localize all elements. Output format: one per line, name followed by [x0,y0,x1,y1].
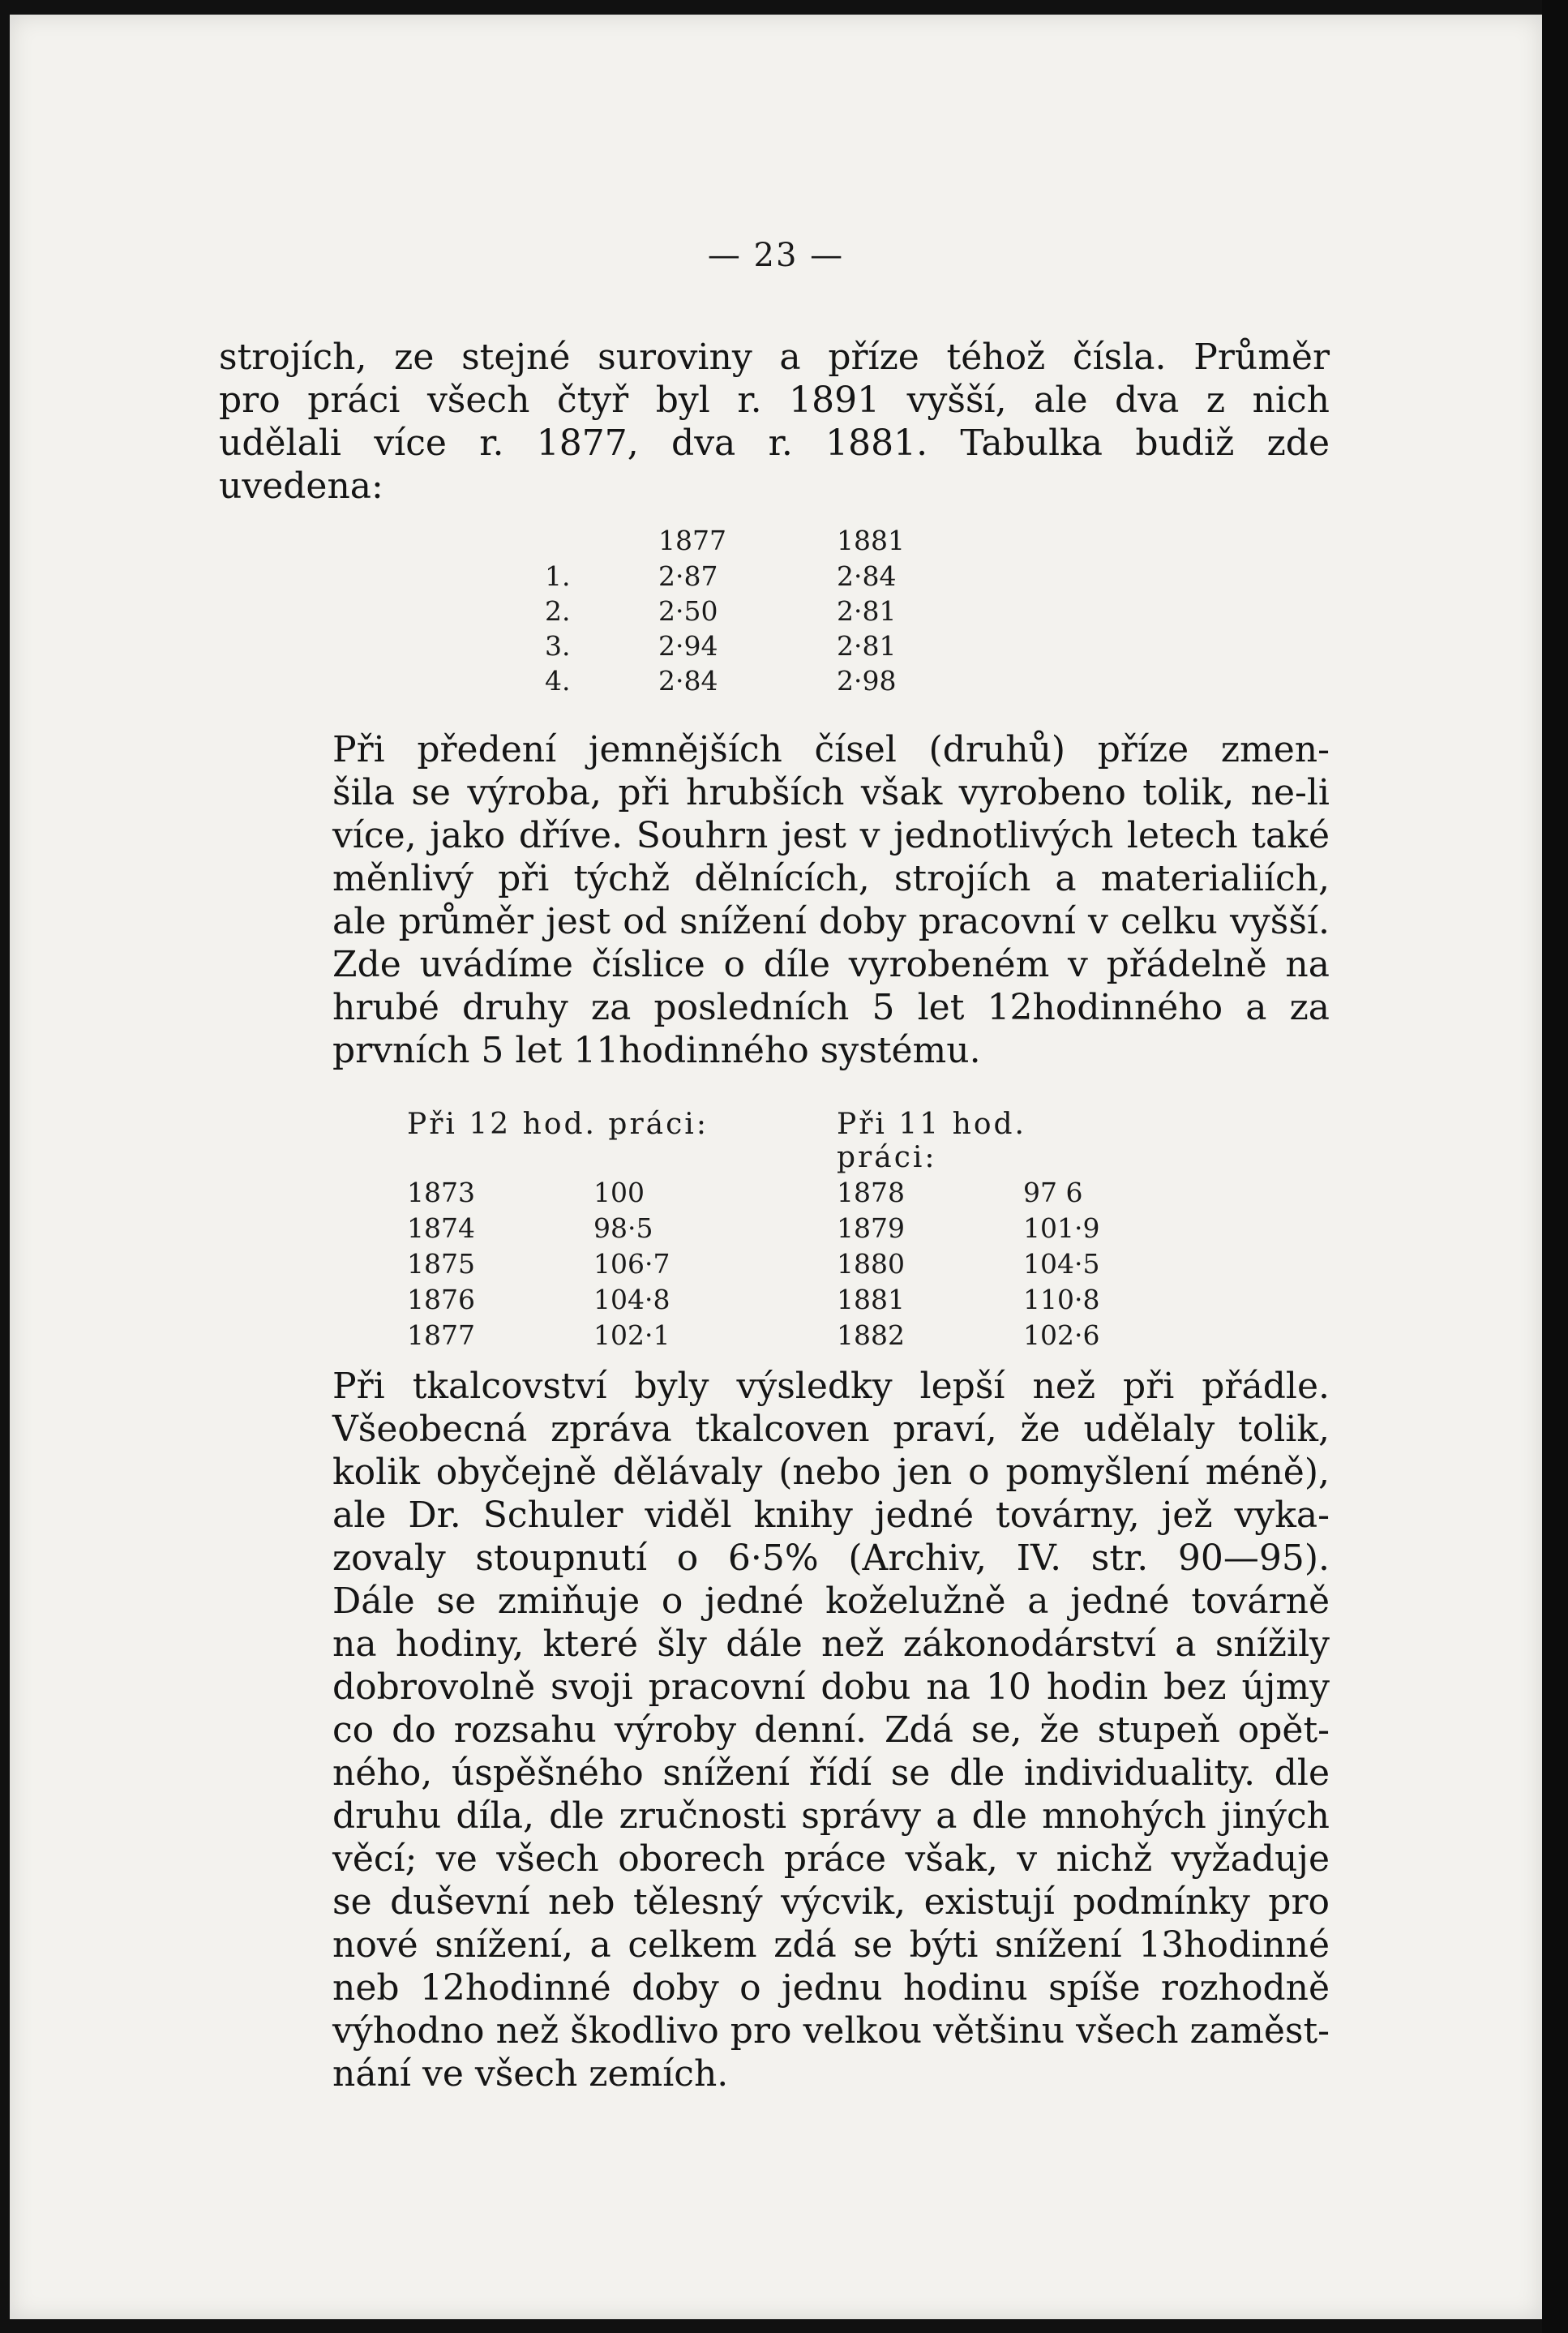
table-production-hours [407,1108,1137,1353]
text-line: ného, úspěšného snížení řídí se dle individuality. dle [332,1752,1330,1794]
table-row [407,1281,1137,1317]
year-cell: 1873 [407,1176,475,1208]
row-index: 2. [545,595,571,627]
text-line: hrubé druhy za posledních 5 let 12hodinného a za [332,987,1330,1028]
text-line: na hodiny, které šly dále než zákonodárství a snížily [332,1623,1330,1665]
text-line: uvedena: [219,465,383,507]
text-line: zovaly stoupnutí o 6·5% (Archiv, IV. str. 90—95). [332,1537,1330,1579]
text-line: ale Dr. Schuler viděl knihy jedné továrny, jež vyka- [332,1495,1330,1536]
value-cell: 102·6 [1023,1319,1100,1351]
text-line: nání ve všech zemích. [332,2053,729,2095]
text-line: se duševní neb tělesný výcvik, existují podmínky pro [332,1881,1330,1923]
text-line: Dále se zmiňuje o jedné koželužně a jedné továrně [332,1580,1330,1622]
text-line: ale průměr jest od snížení doby pracovní v celku vyšší. [332,901,1330,942]
value-cell: 104·8 [593,1283,670,1315]
text-line: věcí; ve všech oborech práce však, v nichž vyžaduje [332,1838,1330,1880]
text-line: Zde uvádíme číslice o díle vyrobeném v přádelně na [332,944,1330,985]
paragraph-2 [219,728,1330,1072]
text-line: dobrovolně svoji pracovní dobu na 10 hodin bez újmy [332,1666,1330,1708]
year-cell: 1876 [407,1283,475,1315]
paragraph-1 [219,336,1330,508]
scan-edge [1542,0,1568,2333]
row-index: 4. [545,665,571,697]
row-index: 3. [545,630,571,662]
year-cell: 1882 [837,1319,905,1351]
value-cell: 101·9 [1023,1212,1100,1244]
cell-1877: 2·84 [658,665,718,697]
table-row [407,1246,1137,1281]
year-cell: 1879 [837,1212,905,1244]
text-line: prvních 5 let 11hodinného systému. [332,1030,981,1071]
cell-1881: 2·84 [837,560,897,592]
page-number: — 23 — [707,237,845,274]
cell-1877: 2·50 [658,595,718,627]
text-line: měnlivý při týchž dělnících, strojích a materialiích, [332,858,1330,899]
table-row [545,663,934,698]
value-cell: 100 [593,1176,645,1208]
cell-1881: 2·81 [837,630,897,662]
value-cell: 110·8 [1023,1283,1100,1315]
cell-1877: 2·87 [658,560,718,592]
value-cell: 106·7 [593,1247,670,1280]
text-line: Všeobecná zpráva tkalcoven praví, že udělaly tolik, [332,1409,1330,1450]
row-index: 1. [545,560,571,592]
text-line: pro práci všech čtyř byl r. 1891 vyšší, ale dva z nich [219,380,1330,421]
year-cell: 1875 [407,1247,475,1280]
text-line: výhodno než škodlivo pro velkou většinu všech zaměst- [332,2010,1330,2052]
table-row [545,559,934,594]
paragraph-3 [219,1365,1330,2095]
text-line: nové snížení, a celkem zdá se býti snížení 13hodinné [332,1924,1330,1966]
text-line: neb 12hodinné doby o jednu hodinu spíše rozhodně [332,1967,1330,2009]
text-line: více, jako dříve. Souhrn jest v jednotlivých letech také [332,815,1330,856]
text-line: šila se výroba, při hrubších však vyrobeno tolik, ne-li [332,772,1330,813]
table-row [407,1210,1137,1246]
text-line: Při předení jemnějších čísel (druhů) příze zmen- [332,729,1330,770]
text-line: strojích, ze stejné suroviny a příze téhož čísla. Průměr [219,337,1330,378]
table-group-header-row [407,1108,1137,1174]
group-header-11-hours: Při 11 hod. práci: [837,1108,1026,1174]
text-line: kolik obyčejně dělávaly (nebo jen o pomyšlení méně), [332,1452,1330,1493]
table-row [545,628,934,663]
column-header-1877: 1877 [658,524,726,556]
cell-1877: 2·94 [658,630,718,662]
table-row [407,1317,1137,1353]
year-cell: 1880 [837,1247,905,1280]
text-line: Při tkalcovství byly výsledky lepší než při přádle. [332,1366,1330,1407]
value-cell: 98·5 [593,1212,653,1244]
cell-1881: 2·81 [837,595,897,627]
value-cell: 102·1 [593,1319,670,1351]
group-header-12-hours: Při 12 hod. práci: [407,1108,709,1141]
year-cell: 1881 [837,1283,905,1315]
column-header-1881: 1881 [837,524,905,556]
year-cell: 1878 [837,1176,905,1208]
text-line: udělali více r. 1877, dva r. 1881. Tabulka budiž zde [219,422,1330,464]
text-line: druhu díla, dle zručnosti správy a dle mnohých jiných [332,1795,1330,1837]
year-cell: 1874 [407,1212,475,1244]
year-cell: 1877 [407,1319,475,1351]
table-row [407,1174,1137,1210]
table-1877-1881 [545,521,934,698]
text-line: co do rozsahu výroby denní. Zdá se, že stupeň opět- [332,1709,1330,1751]
book-page [10,15,1542,2319]
value-cell: 104·5 [1023,1247,1100,1280]
table-header-row [545,521,934,559]
table-row [545,594,934,628]
cell-1881: 2·98 [837,665,897,697]
value-cell: 97 6 [1023,1176,1083,1208]
